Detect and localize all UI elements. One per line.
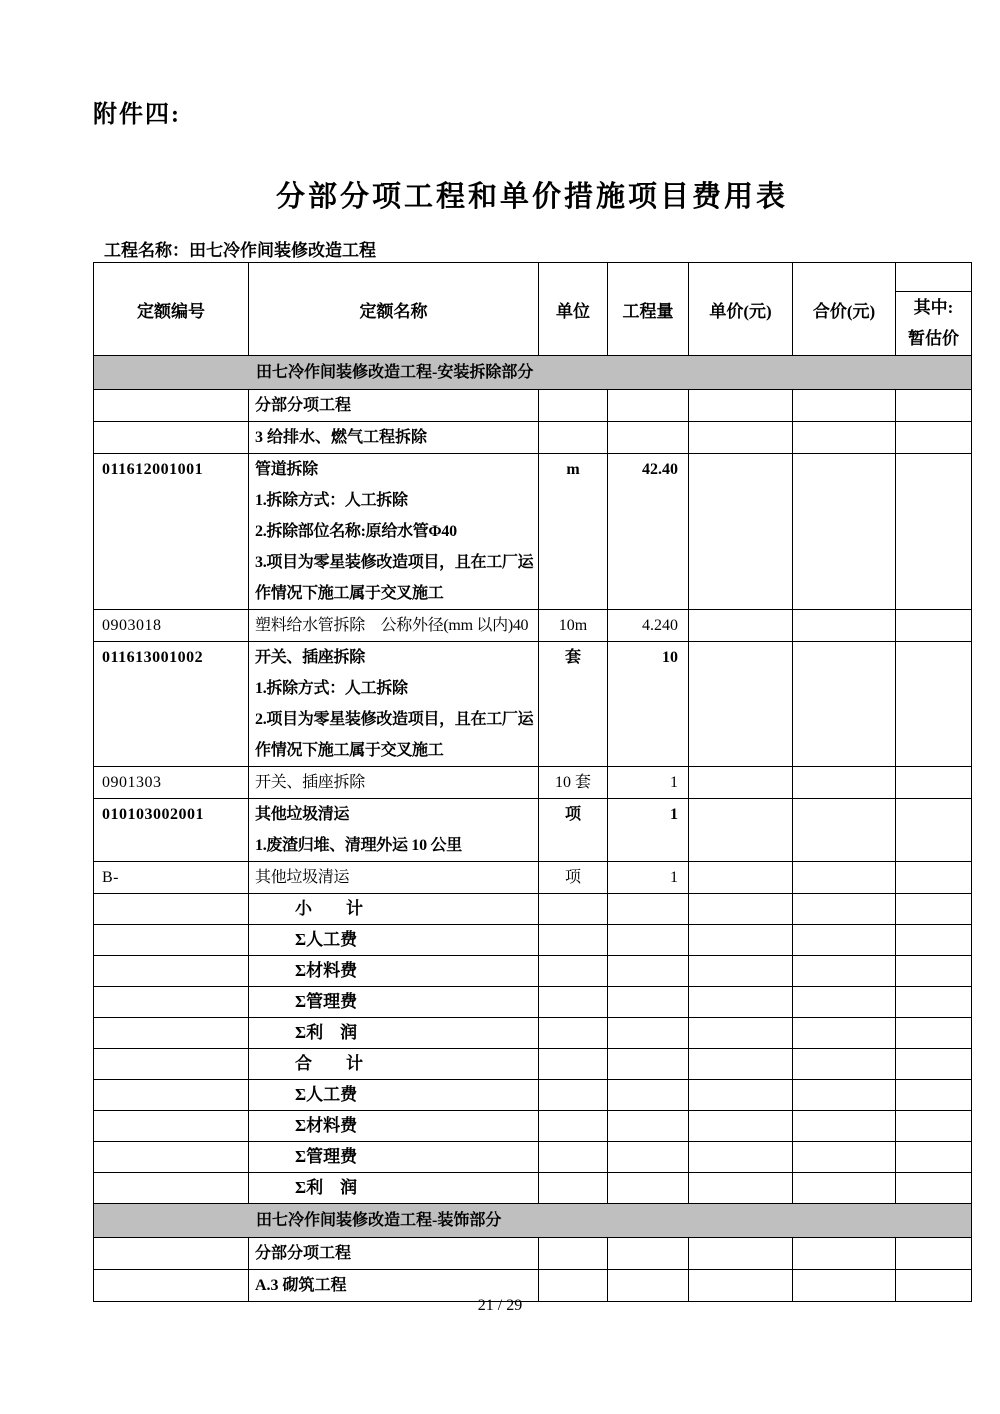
item-name: 其他垃圾清运 bbox=[255, 806, 350, 823]
cell-name bbox=[249, 642, 539, 767]
cell-estimate bbox=[896, 610, 972, 642]
cell-code: 0903018 bbox=[94, 610, 249, 642]
cell-estimate bbox=[896, 925, 972, 956]
cell-unit-price bbox=[689, 1049, 793, 1080]
unit-value: m bbox=[566, 461, 580, 478]
cell-quantity bbox=[608, 610, 689, 642]
cell-total-price bbox=[793, 767, 896, 799]
cell-quantity bbox=[608, 454, 689, 610]
cell-quantity bbox=[608, 987, 689, 1018]
cell-unit bbox=[539, 767, 608, 799]
cell-total-price bbox=[793, 862, 896, 894]
cell-unit-price bbox=[689, 894, 793, 925]
cell-quantity bbox=[608, 1238, 689, 1270]
cell-name: Σ人工费 bbox=[249, 925, 539, 956]
header-name: 定额名称 bbox=[249, 263, 539, 356]
cell-quantity bbox=[608, 1142, 689, 1173]
cell-name bbox=[249, 454, 539, 610]
cell-unit bbox=[539, 454, 608, 610]
estimate-header-spacer bbox=[896, 264, 971, 292]
cell-unit-price bbox=[689, 454, 793, 610]
table-row-item bbox=[94, 610, 972, 642]
cell-unit-price bbox=[689, 1173, 793, 1204]
table-row-item bbox=[94, 767, 972, 799]
unit-value: 10m bbox=[558, 617, 588, 634]
cell-total-price bbox=[793, 1173, 896, 1204]
cell-quantity bbox=[608, 894, 689, 925]
cell-unit bbox=[539, 1238, 608, 1270]
cell-quantity bbox=[608, 642, 689, 767]
cell-name: 合 计 bbox=[249, 1049, 539, 1080]
cell-unit bbox=[539, 799, 608, 862]
unit-value: 套 bbox=[564, 649, 581, 666]
cell-code bbox=[94, 1238, 249, 1270]
cell-unit-price bbox=[689, 987, 793, 1018]
item-name: 开关、插座拆除 bbox=[255, 649, 365, 666]
cell-unit-price bbox=[689, 642, 793, 767]
cell-name bbox=[249, 862, 539, 894]
cell-total-price bbox=[793, 956, 896, 987]
cell-code bbox=[94, 390, 249, 422]
unit-value: 项 bbox=[564, 806, 581, 823]
table-row-item bbox=[94, 642, 972, 767]
cell-quantity bbox=[608, 1049, 689, 1080]
table-header-row bbox=[94, 263, 972, 356]
table-row-group bbox=[94, 422, 972, 454]
cell-code: B- bbox=[94, 862, 249, 894]
cell-name bbox=[249, 767, 539, 799]
header-unit: 单位 bbox=[539, 263, 608, 356]
cell-unit bbox=[539, 1018, 608, 1049]
cell-unit bbox=[539, 390, 608, 422]
table-row-summary bbox=[94, 1111, 972, 1142]
cell-estimate bbox=[896, 956, 972, 987]
cell-code bbox=[94, 1142, 249, 1173]
cell-unit-price bbox=[689, 390, 793, 422]
header-code: 定额编号 bbox=[94, 263, 249, 356]
cell-quantity bbox=[608, 1018, 689, 1049]
table-row-summary bbox=[94, 894, 972, 925]
cell-name: Σ管理费 bbox=[249, 1142, 539, 1173]
cell-code: 011613001002 bbox=[94, 642, 249, 767]
cell-unit bbox=[539, 642, 608, 767]
section-header-cell: 田七冷作间装修改造工程-安装拆除部分 bbox=[94, 356, 972, 390]
item-desc-line: 1.拆除方式：人工拆除 bbox=[255, 492, 408, 509]
item-name: 其他垃圾清运 bbox=[255, 869, 350, 886]
quantity-value: 42.40 bbox=[642, 461, 678, 478]
cell-name bbox=[249, 799, 539, 862]
table-row-item bbox=[94, 799, 972, 862]
cell-quantity bbox=[608, 862, 689, 894]
item-desc-line: 1.废渣归堆、清理外运 10 公里 bbox=[255, 837, 462, 854]
table-row-section bbox=[94, 1204, 972, 1238]
cell-code bbox=[94, 956, 249, 987]
cell-unit bbox=[539, 1111, 608, 1142]
table-row-summary bbox=[94, 1173, 972, 1204]
cell-estimate bbox=[896, 1142, 972, 1173]
table-row-item bbox=[94, 454, 972, 610]
cell-name: Σ材料费 bbox=[249, 956, 539, 987]
attachment-label: 附件四: bbox=[93, 102, 181, 128]
header-quantity: 工程量 bbox=[608, 263, 689, 356]
cell-unit bbox=[539, 894, 608, 925]
cell-estimate bbox=[896, 1049, 972, 1080]
cell-estimate bbox=[896, 767, 972, 799]
cell-unit-price bbox=[689, 1142, 793, 1173]
cell-estimate bbox=[896, 987, 972, 1018]
item-desc-line: 2.拆除部位名称:原给水管Φ40 bbox=[255, 523, 457, 540]
cell-unit-price bbox=[689, 610, 793, 642]
table-row-summary bbox=[94, 1142, 972, 1173]
cell-estimate bbox=[896, 642, 972, 767]
cost-table bbox=[93, 262, 972, 1302]
unit-value: 10 套 bbox=[554, 774, 591, 791]
cell-quantity bbox=[608, 1173, 689, 1204]
item-desc-line: 作情况下施工属于交叉施工 bbox=[255, 585, 444, 602]
cell-total-price bbox=[793, 1238, 896, 1270]
cell-quantity bbox=[608, 390, 689, 422]
cell-unit-price bbox=[689, 799, 793, 862]
cell-unit bbox=[539, 862, 608, 894]
cell-code: 011612001001 bbox=[94, 454, 249, 610]
cell-total-price bbox=[793, 390, 896, 422]
quantity-value: 4.240 bbox=[642, 617, 678, 634]
cell-total-price bbox=[793, 925, 896, 956]
cell-quantity bbox=[608, 1111, 689, 1142]
item-desc-line: 2.项目为零星装修改造项目，且在工厂运 bbox=[255, 711, 534, 728]
page-title: 分部分项工程和单价措施项目费用表 bbox=[275, 181, 788, 213]
cell-unit bbox=[539, 925, 608, 956]
page-number: 21 / 29 bbox=[477, 1297, 523, 1314]
cell-total-price bbox=[793, 987, 896, 1018]
table-row-summary bbox=[94, 987, 972, 1018]
cell-unit bbox=[539, 610, 608, 642]
header-total-price: 合价(元) bbox=[793, 263, 896, 356]
cell-estimate bbox=[896, 1111, 972, 1142]
cell-quantity bbox=[608, 767, 689, 799]
cell-total-price bbox=[793, 1080, 896, 1111]
cell-estimate bbox=[896, 454, 972, 610]
cell-estimate bbox=[896, 1080, 972, 1111]
item-desc-line: 作情况下施工属于交叉施工 bbox=[255, 742, 444, 759]
cell-code bbox=[94, 987, 249, 1018]
cell-total-price bbox=[793, 1111, 896, 1142]
cell-name: 分部分项工程 bbox=[249, 390, 539, 422]
cell-total-price bbox=[793, 894, 896, 925]
cell-unit-price bbox=[689, 956, 793, 987]
cell-unit-price bbox=[689, 767, 793, 799]
table-row-summary bbox=[94, 1080, 972, 1111]
cell-unit-price bbox=[689, 1238, 793, 1270]
cell-estimate bbox=[896, 422, 972, 454]
cell-estimate bbox=[896, 1018, 972, 1049]
cell-total-price bbox=[793, 642, 896, 767]
quantity-value: 1 bbox=[670, 806, 678, 823]
cell-unit-price bbox=[689, 422, 793, 454]
cell-code: 010103002001 bbox=[94, 799, 249, 862]
cell-estimate bbox=[896, 1238, 972, 1270]
cell-unit-price bbox=[689, 862, 793, 894]
cell-total-price bbox=[793, 1049, 896, 1080]
cell-unit-price bbox=[689, 1080, 793, 1111]
cell-name bbox=[249, 610, 539, 642]
cell-estimate bbox=[896, 1173, 972, 1204]
cell-name: Σ材料费 bbox=[249, 1111, 539, 1142]
cell-quantity bbox=[608, 1080, 689, 1111]
item-desc-line: 3.项目为零星装修改造项目，且在工厂运 bbox=[255, 554, 534, 571]
cell-name: 分部分项工程 bbox=[249, 1238, 539, 1270]
table-row-group bbox=[94, 390, 972, 422]
cell-code bbox=[94, 1049, 249, 1080]
cell-name: Σ人工费 bbox=[249, 1080, 539, 1111]
cell-total-price bbox=[793, 799, 896, 862]
cell-code bbox=[94, 1173, 249, 1204]
cell-total-price bbox=[793, 1142, 896, 1173]
cell-total-price bbox=[793, 454, 896, 610]
item-name: 塑料给水管拆除 公称外径(mm 以内)40 bbox=[255, 617, 529, 634]
item-desc-line: 1.拆除方式：人工拆除 bbox=[255, 680, 408, 697]
cell-unit bbox=[539, 422, 608, 454]
table-row-group bbox=[94, 1238, 972, 1270]
table-row-summary bbox=[94, 925, 972, 956]
cell-name: Σ管理费 bbox=[249, 987, 539, 1018]
cell-name: Σ利 润 bbox=[249, 1018, 539, 1049]
cell-estimate bbox=[896, 390, 972, 422]
table-row-section bbox=[94, 356, 972, 390]
cell-total-price bbox=[793, 422, 896, 454]
cell-unit-price bbox=[689, 1018, 793, 1049]
cell-estimate bbox=[896, 862, 972, 894]
cell-code bbox=[94, 1080, 249, 1111]
cell-unit bbox=[539, 956, 608, 987]
cell-unit-price bbox=[689, 925, 793, 956]
cell-code bbox=[94, 925, 249, 956]
cell-name: 3 给排水、燃气工程拆除 bbox=[249, 422, 539, 454]
cell-estimate bbox=[896, 894, 972, 925]
cell-code: 0901303 bbox=[94, 767, 249, 799]
cell-unit bbox=[539, 1173, 608, 1204]
unit-value: 项 bbox=[564, 869, 581, 886]
cell-code bbox=[94, 1018, 249, 1049]
cell-name: A.3 砌筑工程 bbox=[249, 1270, 539, 1302]
table-row-summary bbox=[94, 1049, 972, 1080]
estimate-header-line2: 暂估价 bbox=[908, 329, 959, 348]
section-header-cell: 田七冷作间装修改造工程-装饰部分 bbox=[94, 1204, 972, 1238]
cell-unit bbox=[539, 987, 608, 1018]
header-unit-price: 单价(元) bbox=[689, 263, 793, 356]
quantity-value: 1 bbox=[670, 869, 678, 886]
cell-name: Σ利 润 bbox=[249, 1173, 539, 1204]
cell-quantity bbox=[608, 925, 689, 956]
cell-total-price bbox=[793, 1018, 896, 1049]
cell-estimate bbox=[896, 799, 972, 862]
cell-code bbox=[94, 894, 249, 925]
estimate-header-line1: 其中: bbox=[913, 298, 954, 317]
cell-unit bbox=[539, 1142, 608, 1173]
cell-code bbox=[94, 1111, 249, 1142]
cell-name: 小 计 bbox=[249, 894, 539, 925]
quantity-value: 10 bbox=[662, 649, 678, 666]
table-row-summary bbox=[94, 1018, 972, 1049]
cell-unit bbox=[539, 1080, 608, 1111]
table-row-summary bbox=[94, 956, 972, 987]
header-estimate bbox=[896, 263, 972, 356]
cell-quantity bbox=[608, 422, 689, 454]
cell-code bbox=[94, 422, 249, 454]
cell-quantity bbox=[608, 799, 689, 862]
item-name: 开关、插座拆除 bbox=[255, 774, 365, 791]
item-name: 管道拆除 bbox=[255, 461, 318, 478]
quantity-value: 1 bbox=[670, 774, 678, 791]
project-name-line: 工程名称：田七冷作间装修改造工程 bbox=[104, 241, 376, 260]
cell-total-price bbox=[793, 610, 896, 642]
cell-quantity bbox=[608, 956, 689, 987]
cost-table-container bbox=[93, 262, 972, 1302]
cell-unit bbox=[539, 1049, 608, 1080]
cell-unit-price bbox=[689, 1111, 793, 1142]
table-row-item bbox=[94, 862, 972, 894]
